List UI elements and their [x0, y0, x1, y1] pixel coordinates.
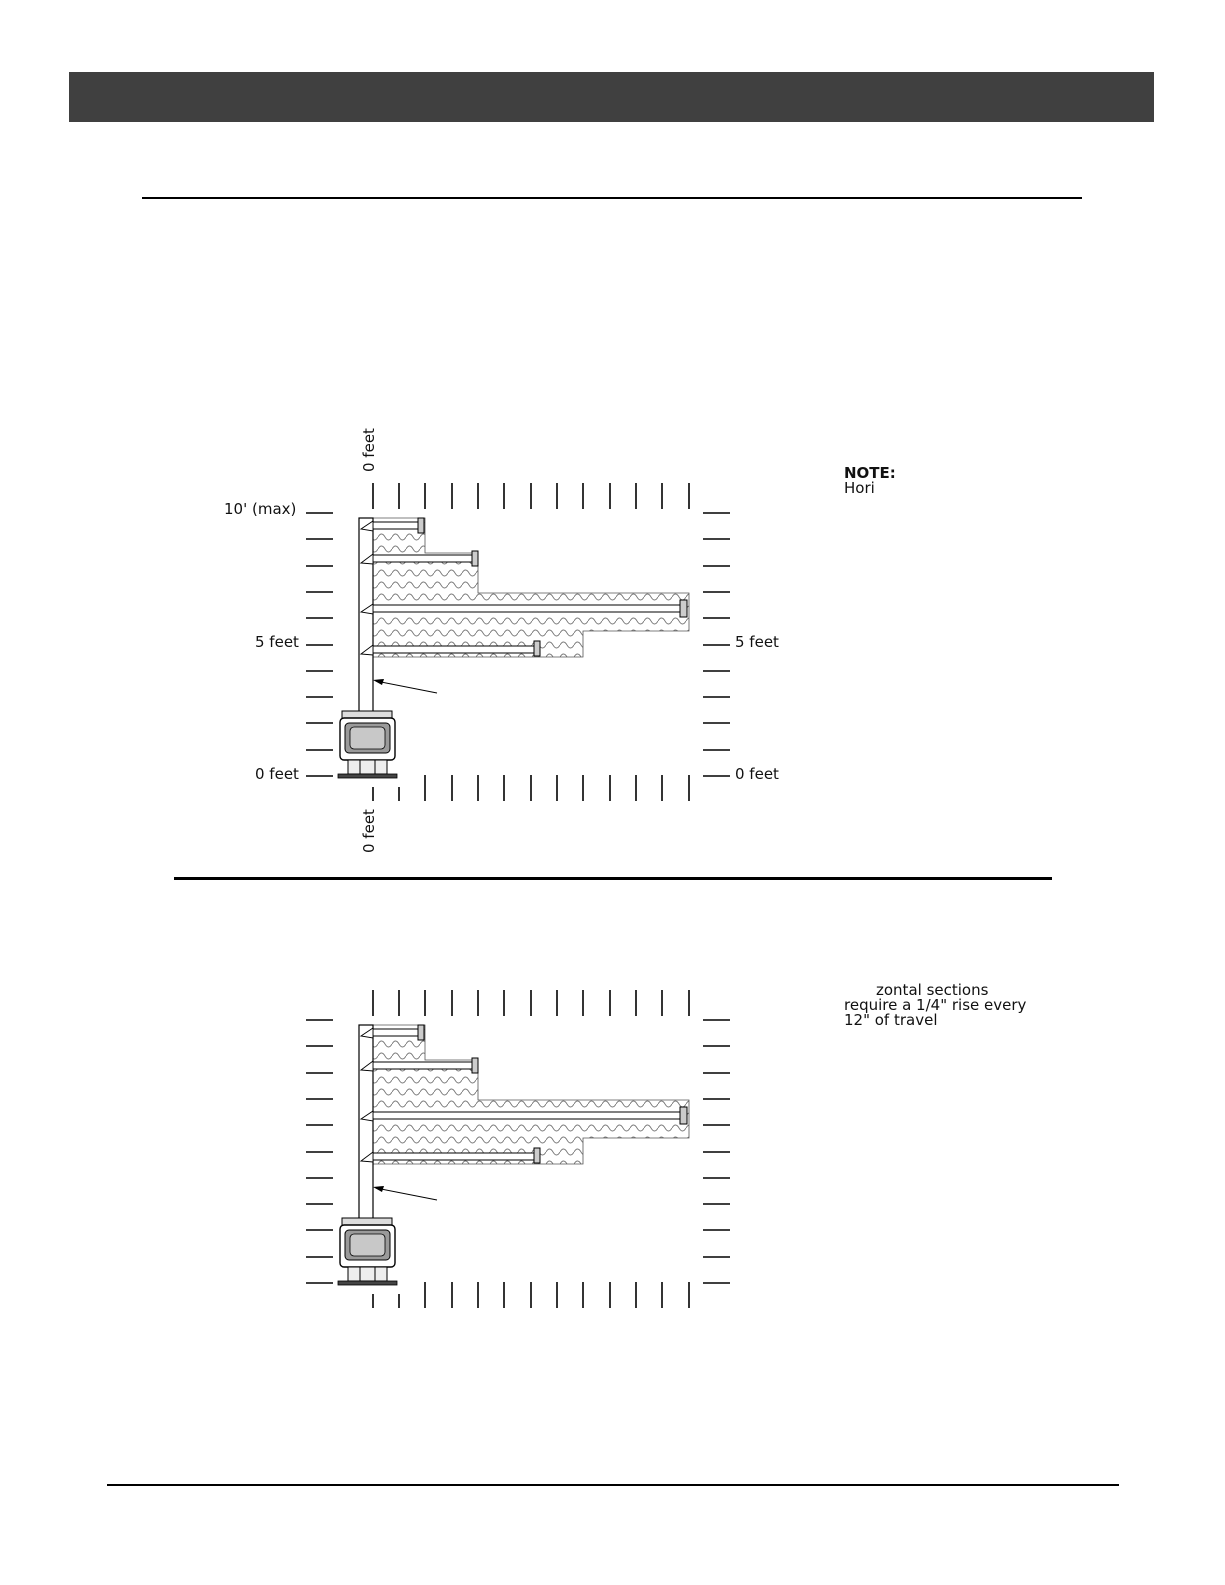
note-continuation: [844, 983, 1026, 1028]
left-five-feet-label: 5 feet: [255, 633, 299, 651]
note-heading: NOTE:: [844, 464, 896, 482]
bottom-zero-feet-label: 0 feet: [360, 809, 378, 853]
left-zero-feet-label: 0 feet: [255, 765, 299, 783]
note-line-1: Hori: [844, 479, 875, 497]
right-five-feet-label: 5 feet: [735, 633, 779, 651]
diagram-top: [306, 483, 730, 801]
note-line-2: zontal sections: [876, 981, 989, 999]
note-block: [844, 466, 896, 496]
note-line-3: require a 1/4" rise every: [844, 996, 1027, 1014]
right-zero-feet-label: 0 feet: [735, 765, 779, 783]
diagram-bottom: [306, 990, 730, 1308]
note-line-4: 12" of travel: [844, 1011, 938, 1029]
top-zero-feet-label: 0 feet: [360, 428, 378, 472]
max-height-label: 10' (max): [224, 500, 297, 518]
